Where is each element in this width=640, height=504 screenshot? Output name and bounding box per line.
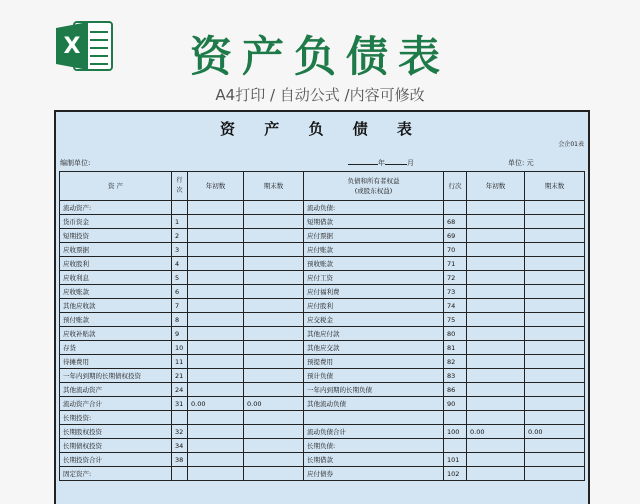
liability-cell: 长期负债:: [304, 439, 444, 453]
asset-begin-cell: [188, 257, 244, 271]
table-row: [60, 439, 585, 453]
liability-begin-cell: [467, 453, 525, 467]
asset-begin-cell: [188, 229, 244, 243]
liability-end-cell: [525, 355, 585, 369]
liability-end-cell: 0.00: [525, 425, 585, 439]
asset-begin-cell: [188, 285, 244, 299]
liability-cell: 长期借款: [304, 453, 444, 467]
asset-cell: 固定资产:: [60, 467, 172, 481]
asset-end-cell: [244, 327, 304, 341]
table-row: [60, 243, 585, 257]
col-line-no: 行次: [172, 172, 188, 201]
asset-end-cell: [244, 411, 304, 425]
asset-begin-cell: [188, 467, 244, 481]
table-row: [60, 271, 585, 285]
liability-begin-cell: [467, 271, 525, 285]
page-subtitle: A4打印 / 自动公式 /内容可修改: [215, 86, 425, 104]
asset-end-cell: [244, 355, 304, 369]
liability-end-cell: [525, 383, 585, 397]
asset-line-cell: [172, 467, 188, 481]
asset-line-cell: 34: [172, 439, 188, 453]
liability-begin-cell: [467, 355, 525, 369]
liability-begin-cell: [467, 299, 525, 313]
asset-line-cell: [172, 201, 188, 215]
asset-end-cell: [244, 271, 304, 285]
table-row: [60, 341, 585, 355]
liability-cell: 应付债券: [304, 467, 444, 481]
liability-line-cell: [444, 411, 467, 425]
asset-end-cell: [244, 285, 304, 299]
table-row: [60, 327, 585, 341]
table-row: [60, 215, 585, 229]
asset-begin-cell: [188, 201, 244, 215]
liability-end-cell: [525, 327, 585, 341]
table-row: [60, 285, 585, 299]
asset-begin-cell: [188, 369, 244, 383]
liability-begin-cell: [467, 439, 525, 453]
asset-line-cell: [172, 411, 188, 425]
asset-begin-cell: [188, 355, 244, 369]
liability-line-cell: 86: [444, 383, 467, 397]
asset-begin-cell: [188, 383, 244, 397]
liability-line-cell: 101: [444, 453, 467, 467]
asset-begin-cell: [188, 243, 244, 257]
table-row: [60, 411, 585, 425]
asset-line-cell: 9: [172, 327, 188, 341]
liability-line-cell: 83: [444, 369, 467, 383]
liability-cell: 其他应付款: [304, 327, 444, 341]
liability-cell: 应交税金: [304, 313, 444, 327]
asset-end-cell: [244, 243, 304, 257]
liability-end-cell: [525, 369, 585, 383]
liability-line-cell: 81: [444, 341, 467, 355]
liability-begin-cell: [467, 313, 525, 327]
liability-cell: 短期借款: [304, 215, 444, 229]
asset-line-cell: 4: [172, 257, 188, 271]
spreadsheet-preview: [54, 110, 590, 504]
asset-end-cell: [244, 425, 304, 439]
liability-begin-cell: [467, 397, 525, 411]
liability-line-cell: 70: [444, 243, 467, 257]
asset-end-cell: [244, 369, 304, 383]
liability-cell: 应付票据: [304, 229, 444, 243]
asset-line-cell: 24: [172, 383, 188, 397]
asset-line-cell: 31: [172, 397, 188, 411]
asset-cell: 流动资产:: [60, 201, 172, 215]
preparer-label: 编制单位:: [60, 159, 91, 167]
asset-end-cell: [244, 201, 304, 215]
asset-end-cell: [244, 257, 304, 271]
period-field: 年 月: [348, 158, 414, 168]
liability-end-cell: [525, 215, 585, 229]
table-row: [60, 313, 585, 327]
table-row: [60, 425, 585, 439]
col-begin-2: 年初数: [467, 172, 525, 201]
asset-line-cell: 6: [172, 285, 188, 299]
page-title: 资产负债表: [189, 32, 450, 81]
currency-label: 单位: 元: [508, 159, 534, 167]
asset-begin-cell: [188, 327, 244, 341]
liability-line-cell: 100: [444, 425, 467, 439]
asset-cell: 存货: [60, 341, 172, 355]
asset-begin-cell: [188, 271, 244, 285]
asset-begin-cell: [188, 313, 244, 327]
liability-begin-cell: [467, 341, 525, 355]
asset-cell: 短期投资: [60, 229, 172, 243]
asset-cell: 货币资金: [60, 215, 172, 229]
col-liabilities: 负债和所有者权益 (或股东权益): [304, 172, 444, 201]
table-row: [60, 467, 585, 481]
liability-end-cell: [525, 299, 585, 313]
liability-end-cell: [525, 271, 585, 285]
col-asset: 资 产: [60, 172, 172, 201]
liability-end-cell: [525, 467, 585, 481]
table-row: [60, 397, 585, 411]
asset-begin-cell: [188, 411, 244, 425]
table-row: [60, 299, 585, 313]
liability-line-cell: [444, 201, 467, 215]
liability-begin-cell: [467, 383, 525, 397]
asset-line-cell: 32: [172, 425, 188, 439]
asset-begin-cell: [188, 453, 244, 467]
liability-end-cell: [525, 411, 585, 425]
table-row: [60, 355, 585, 369]
liability-line-cell: [444, 439, 467, 453]
liability-cell: 应付账款: [304, 243, 444, 257]
svg-text:X: X: [63, 34, 81, 59]
asset-begin-cell: [188, 299, 244, 313]
table-row: [60, 383, 585, 397]
liability-line-cell: 80: [444, 327, 467, 341]
asset-end-cell: [244, 229, 304, 243]
asset-end-cell: [244, 439, 304, 453]
liability-cell: 其他流动负债: [304, 397, 444, 411]
asset-cell: 其他流动资产: [60, 383, 172, 397]
asset-begin-cell: [188, 215, 244, 229]
asset-line-cell: 3: [172, 243, 188, 257]
table-row: [60, 229, 585, 243]
liability-cell: 应付福利费: [304, 285, 444, 299]
asset-cell: 预付账款: [60, 313, 172, 327]
col-begin: 年初数: [188, 172, 244, 201]
sheet-title: 资 产 负 债 表: [220, 120, 424, 138]
liability-line-cell: 69: [444, 229, 467, 243]
liability-begin-cell: [467, 411, 525, 425]
asset-cell: 应收账款: [60, 285, 172, 299]
liability-end-cell: [525, 341, 585, 355]
liability-cell: 应付股利: [304, 299, 444, 313]
liability-line-cell: 71: [444, 257, 467, 271]
liability-line-cell: 68: [444, 215, 467, 229]
asset-cell: 应收股利: [60, 257, 172, 271]
asset-line-cell: 38: [172, 453, 188, 467]
asset-cell: 待摊费用: [60, 355, 172, 369]
liability-begin-cell: [467, 243, 525, 257]
asset-cell: 流动资产合计: [60, 397, 172, 411]
liability-line-cell: 73: [444, 285, 467, 299]
asset-begin-cell: [188, 439, 244, 453]
asset-end-cell: [244, 341, 304, 355]
liability-begin-cell: [467, 327, 525, 341]
asset-cell: 应收补贴款: [60, 327, 172, 341]
asset-end-cell: [244, 215, 304, 229]
liability-cell: 一年内到期的长期负债: [304, 383, 444, 397]
liability-cell: 流动负债合计: [304, 425, 444, 439]
col-line-no-2: 行次: [444, 172, 467, 201]
asset-cell: 其他应收款: [60, 299, 172, 313]
liability-cell: 其他应交款: [304, 341, 444, 355]
asset-line-cell: 8: [172, 313, 188, 327]
liability-end-cell: [525, 229, 585, 243]
col-end: 期末数: [244, 172, 304, 201]
liability-cell: 预计负债: [304, 369, 444, 383]
liability-end-cell: [525, 257, 585, 271]
liability-end-cell: [525, 439, 585, 453]
asset-line-cell: 21: [172, 369, 188, 383]
asset-cell: 长期股权投资: [60, 425, 172, 439]
asset-begin-cell: 0.00: [188, 397, 244, 411]
asset-line-cell: 11: [172, 355, 188, 369]
asset-end-cell: [244, 313, 304, 327]
liability-end-cell: [525, 243, 585, 257]
asset-begin-cell: [188, 425, 244, 439]
table-row: [60, 369, 585, 383]
asset-end-cell: [244, 453, 304, 467]
liability-begin-cell: [467, 229, 525, 243]
liability-line-cell: 82: [444, 355, 467, 369]
asset-end-cell: 0.00: [244, 397, 304, 411]
liability-begin-cell: [467, 285, 525, 299]
liability-begin-cell: [467, 369, 525, 383]
liability-end-cell: [525, 201, 585, 215]
asset-line-cell: 5: [172, 271, 188, 285]
liability-line-cell: 75: [444, 313, 467, 327]
asset-cell: 应收利息: [60, 271, 172, 285]
liability-cell: 流动负债:: [304, 201, 444, 215]
col-end-2: 期末数: [525, 172, 585, 201]
liability-end-cell: [525, 453, 585, 467]
liability-cell: 应付工资: [304, 271, 444, 285]
asset-cell: 长期投资:: [60, 411, 172, 425]
liability-cell: [304, 411, 444, 425]
liability-end-cell: [525, 313, 585, 327]
table-header-row: [60, 172, 585, 201]
form-code: 会企01表: [558, 141, 584, 148]
liability-begin-cell: 0.00: [467, 425, 525, 439]
liability-begin-cell: [467, 215, 525, 229]
table-row: [60, 201, 585, 215]
asset-cell: 应收票据: [60, 243, 172, 257]
asset-line-cell: 2: [172, 229, 188, 243]
asset-cell: 长期投资合计: [60, 453, 172, 467]
liability-end-cell: [525, 285, 585, 299]
table-row: [60, 453, 585, 467]
liability-begin-cell: [467, 257, 525, 271]
asset-line-cell: 7: [172, 299, 188, 313]
liability-line-cell: 102: [444, 467, 467, 481]
balance-sheet-table: [59, 171, 585, 481]
liability-line-cell: 74: [444, 299, 467, 313]
asset-begin-cell: [188, 341, 244, 355]
liability-begin-cell: [467, 467, 525, 481]
asset-line-cell: 1: [172, 215, 188, 229]
liability-cell: 预收账款: [304, 257, 444, 271]
table-row: [60, 257, 585, 271]
asset-cell: 一年内到期的长期债权投资: [60, 369, 172, 383]
liability-begin-cell: [467, 201, 525, 215]
asset-cell: 长期债权投资: [60, 439, 172, 453]
liability-line-cell: 90: [444, 397, 467, 411]
asset-end-cell: [244, 299, 304, 313]
asset-line-cell: 10: [172, 341, 188, 355]
asset-end-cell: [244, 383, 304, 397]
asset-end-cell: [244, 467, 304, 481]
liability-end-cell: [525, 397, 585, 411]
liability-line-cell: 72: [444, 271, 467, 285]
liability-cell: 预提费用: [304, 355, 444, 369]
